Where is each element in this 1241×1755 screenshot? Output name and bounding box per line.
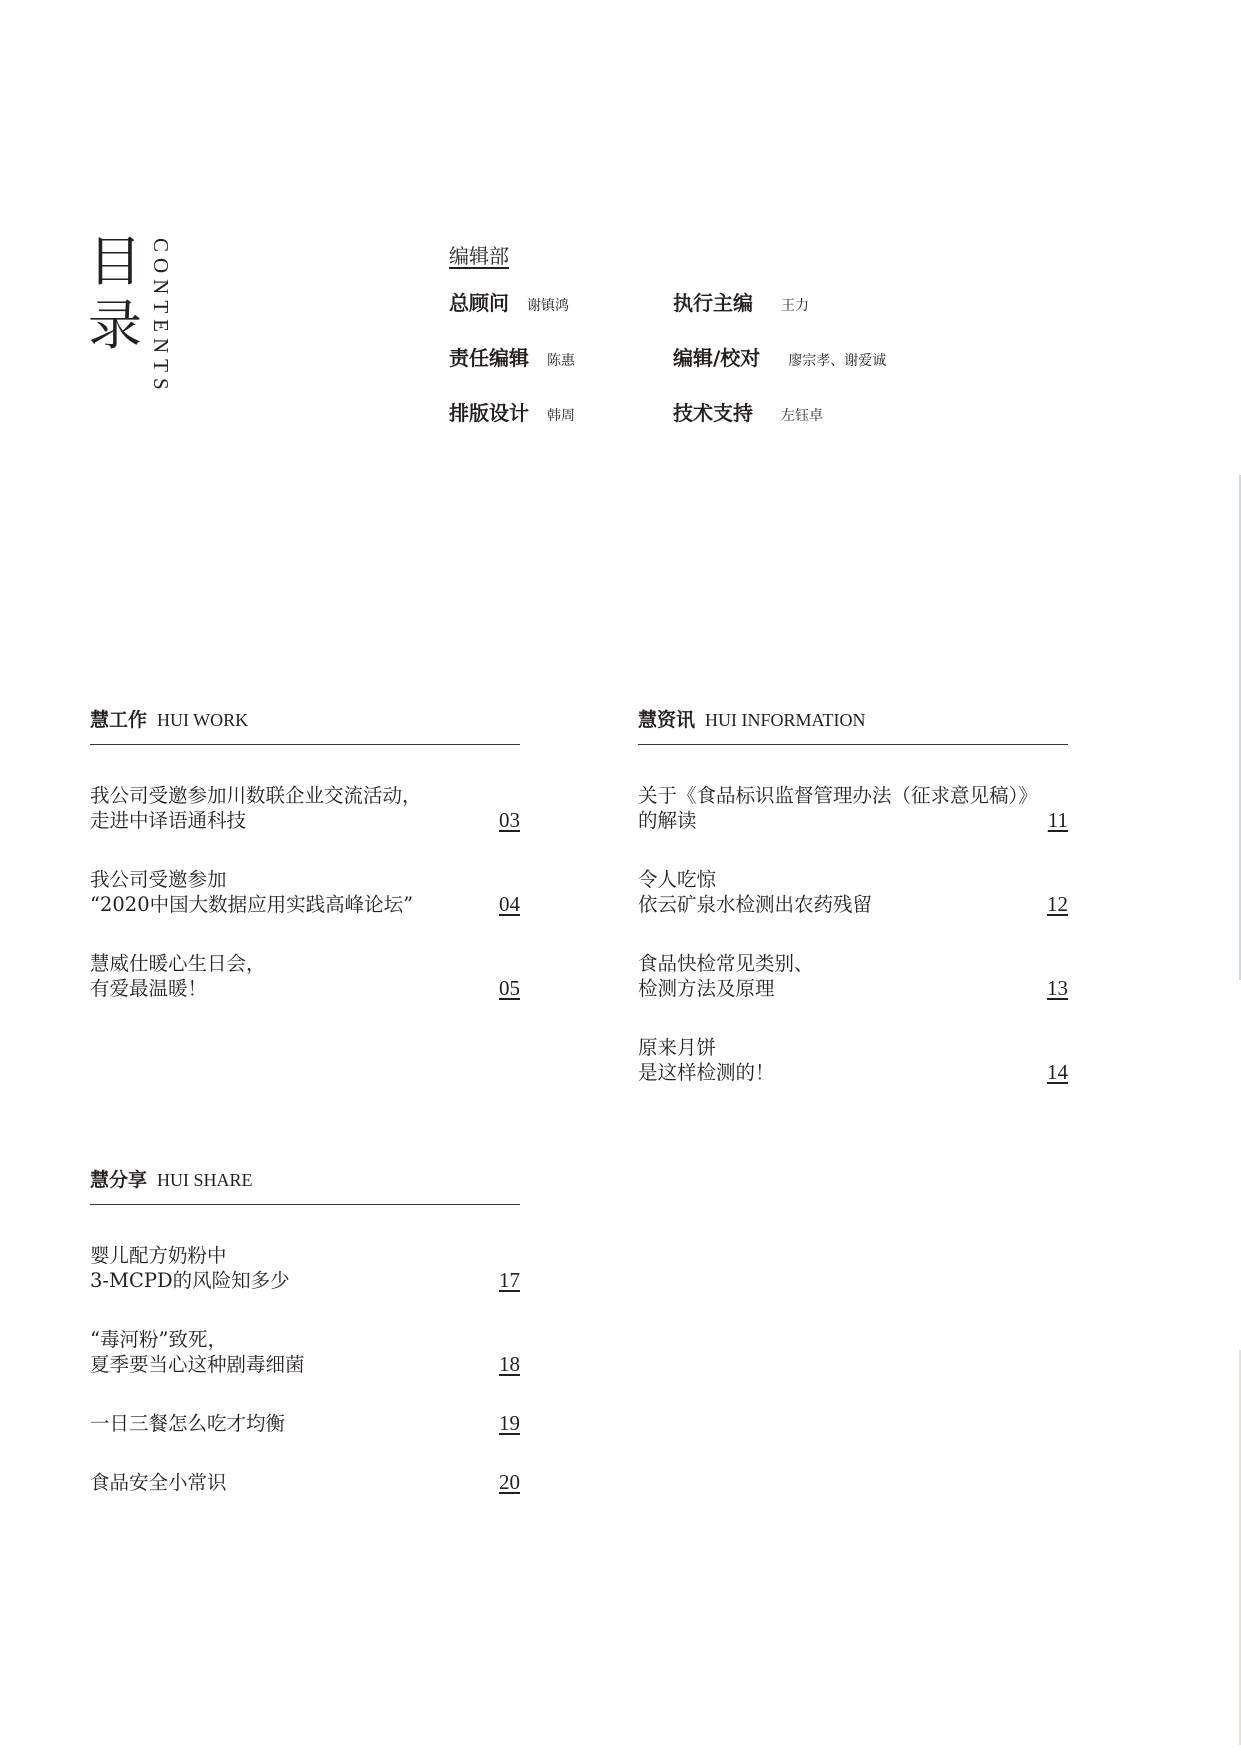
toc-item[interactable]: [90, 1470, 520, 1495]
toc-item-line: 的解读: [638, 809, 697, 832]
toc-item-line: 关于《食品标识监督管理办法（征求意见稿）》: [638, 784, 1038, 807]
section-title: 慧资讯: [638, 709, 696, 731]
toc-item[interactable]: [90, 783, 520, 833]
toc-item[interactable]: [90, 1327, 520, 1377]
page-number-link[interactable]: 04: [499, 892, 520, 916]
toc-item-line: 3-MCPD的风险知多少: [90, 1269, 290, 1292]
toc-item-line: 我公司受邀参加: [90, 868, 227, 891]
staff-role: 排版设计: [449, 401, 529, 425]
toc-item-line: 原来月饼: [638, 1036, 717, 1059]
toc-item-title: [90, 1411, 285, 1436]
section-hui-information: [638, 705, 1068, 1119]
staff-role: 编辑/校对: [673, 346, 761, 370]
toc-item[interactable]: [638, 867, 1068, 917]
page-number-link[interactable]: 14: [1047, 1060, 1068, 1084]
toc-item-line: 令人吃惊: [638, 868, 717, 891]
section-hui-share: [90, 1165, 520, 1529]
toc-item-title: [90, 1470, 227, 1495]
toc-item-title: [90, 867, 413, 917]
toc-item-line: 有爱最温暖！: [90, 977, 208, 1000]
staff-name: 陈惠: [547, 353, 575, 369]
toc-item[interactable]: [638, 951, 1068, 1001]
toc-item-title: [90, 783, 422, 833]
toc-item[interactable]: [90, 951, 520, 1001]
page-number-link[interactable]: 13: [1047, 976, 1068, 1000]
editorial-board: [449, 240, 969, 426]
toc-item-line: “毒河粉”致死，: [90, 1328, 227, 1351]
page-number-link[interactable]: 17: [499, 1268, 520, 1292]
staff-role: 技术支持: [673, 401, 753, 425]
toc-item[interactable]: [638, 1035, 1068, 1085]
toc-item-line: 走进中译语通科技: [90, 809, 247, 832]
toc-item[interactable]: [90, 867, 520, 917]
toc-item-line: 一日三餐怎么吃才均衡: [90, 1412, 286, 1435]
section-hui-work: [90, 705, 520, 1035]
section-title: 慧工作: [90, 709, 148, 731]
editorial-heading: 编辑部: [449, 244, 509, 268]
toc-item-title: [638, 1035, 775, 1085]
toc-item-line: 是这样检测的！: [638, 1061, 775, 1084]
staff-entry: [449, 397, 673, 426]
section-header: [638, 705, 1068, 745]
staff-list: [449, 287, 969, 426]
toc-item-title: [638, 867, 872, 917]
toc-item[interactable]: [90, 1243, 520, 1293]
staff-entry: [673, 287, 933, 316]
page-number-link[interactable]: 05: [499, 976, 520, 1000]
toc-item-line: 食品快检常见类别、: [638, 952, 814, 975]
title-char-2: 录: [88, 294, 142, 357]
staff-role: 执行主编: [673, 291, 753, 315]
staff-entry: [673, 397, 933, 426]
toc-item-line: “2020中国大数据应用实践高峰论坛”: [90, 893, 414, 916]
section-title: 慧分享: [90, 1169, 148, 1191]
section-subtitle: HUI WORK: [157, 710, 249, 730]
staff-entry: [449, 287, 673, 316]
toc-item-title: [90, 1327, 305, 1377]
section-subtitle: HUI SHARE: [157, 1170, 253, 1190]
toc-item-line: 夏季要当心这种剧毒细菌: [90, 1353, 305, 1376]
page-number-link[interactable]: 20: [499, 1470, 520, 1494]
toc-item-line: 依云矿泉水检测出农药残留: [638, 893, 873, 916]
staff-entry: [449, 342, 673, 371]
section-header: [90, 705, 520, 745]
staff-entry: [673, 342, 933, 371]
staff-name: 廖宗孝、谢爱诚: [788, 353, 887, 369]
page-number-link[interactable]: 03: [499, 808, 520, 832]
page-title: [88, 230, 148, 358]
page-number-link[interactable]: 18: [499, 1352, 520, 1376]
staff-role: 责任编辑: [449, 346, 529, 370]
toc-item-title: [90, 1243, 290, 1293]
staff-role: 总顾问: [449, 291, 509, 315]
toc-item[interactable]: [638, 783, 1068, 833]
title-char-1: 目: [88, 230, 142, 293]
toc-item-line: 婴儿配方奶粉中: [90, 1244, 227, 1267]
page-number-link[interactable]: 11: [1047, 808, 1068, 832]
page-number-link[interactable]: 19: [499, 1411, 520, 1435]
toc-item-line: 食品安全小常识: [90, 1471, 227, 1494]
section-subtitle: HUI INFORMATION: [705, 710, 866, 730]
toc-item-line: 检测方法及原理: [638, 977, 775, 1000]
toc-item-title: [638, 783, 1038, 833]
staff-name: 王力: [781, 298, 809, 314]
staff-name: 韩周: [547, 408, 575, 424]
page-subtitle: CONTENTS: [149, 238, 173, 396]
page-number-link[interactable]: 12: [1047, 892, 1068, 916]
section-header: [90, 1165, 520, 1205]
toc-item-line: 慧威仕暖心生日会，: [90, 952, 266, 975]
staff-name: 左钰卓: [781, 408, 823, 424]
toc-item-title: [90, 951, 266, 1001]
toc-item-line: 我公司受邀参加川数联企业交流活动，: [90, 784, 422, 807]
toc-item-title: [638, 951, 814, 1001]
staff-name: 谢镇鸿: [527, 298, 569, 314]
toc-item[interactable]: [90, 1411, 520, 1436]
